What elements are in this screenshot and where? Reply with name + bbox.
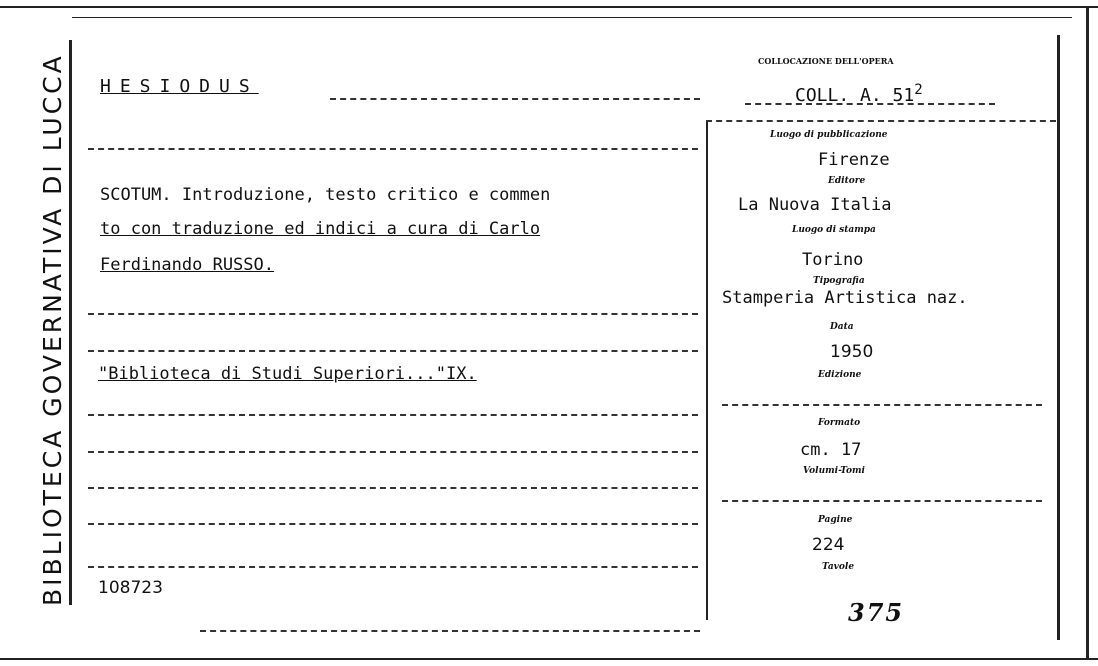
ruled-line [88, 523, 698, 525]
ruled-line [88, 148, 698, 150]
imprint-rule [722, 404, 1042, 406]
volumes-label: Volumi-Tomi [803, 466, 865, 476]
place-value: Firenze [818, 150, 890, 170]
ruled-line [88, 350, 698, 352]
print-place-value: Torino [802, 250, 864, 270]
collocazione-label: COLLOCAZIONE DELL'OPERA [758, 56, 894, 66]
bottom-edge [0, 658, 1098, 660]
imprint-box-top [706, 120, 1056, 122]
ruled-line [88, 414, 698, 416]
ruled-line [88, 313, 698, 315]
printer-value: Stamperia Artistica naz. [722, 288, 968, 308]
pages-value: 224 [812, 535, 845, 555]
top-edge [0, 6, 1098, 8]
print-place-label: Luogo di stampa [792, 225, 876, 235]
imprint-box-left [706, 120, 708, 620]
title-line-2: to con traduzione ed indici a cura di Carlo [100, 219, 541, 239]
author-rule [330, 98, 700, 100]
series-note: "Biblioteca di Studi Superiori..."IX. [98, 364, 477, 384]
header-rule [72, 17, 1072, 18]
ruled-line [200, 630, 700, 632]
author-heading: HESIODUS [100, 76, 259, 97]
ruled-line [88, 566, 698, 568]
right-edge [1086, 8, 1089, 658]
place-label: Luogo di pubblicazione [770, 130, 888, 140]
publisher-value: La Nuova Italia [738, 195, 892, 215]
format-value: cm. 17 [800, 440, 862, 460]
handwritten-number: 375 [848, 598, 905, 627]
shelfmark-superscript: 2 [914, 82, 923, 98]
right-inner-edge [1057, 35, 1060, 640]
edition-label: Edizione [818, 370, 862, 380]
accession-number: 108723 [98, 578, 163, 598]
title-line-3: Ferdinando RUSSO. [100, 255, 274, 275]
publisher-label: Editore [828, 176, 866, 186]
date-value: 1950 [830, 342, 874, 362]
imprint-rule [722, 500, 1042, 502]
printer-label: Tipografia [813, 276, 865, 286]
format-label: Formato [818, 418, 861, 428]
pages-label: Pagine [818, 515, 853, 525]
shelfmark-text: COLL. A. 51 [795, 85, 915, 106]
shelfmark-rule [745, 103, 995, 105]
left-margin-line [69, 40, 72, 605]
ruled-line [88, 451, 698, 453]
library-stamp: BIBLIOTECA GOVERNATIVA DI LUCCA [38, 53, 67, 606]
date-label: Data [830, 322, 854, 332]
title-line-1: SCOTUM. Introduzione, testo critico e commen [100, 185, 551, 205]
ruled-line [88, 487, 698, 489]
plates-label: Tavole [822, 562, 855, 572]
